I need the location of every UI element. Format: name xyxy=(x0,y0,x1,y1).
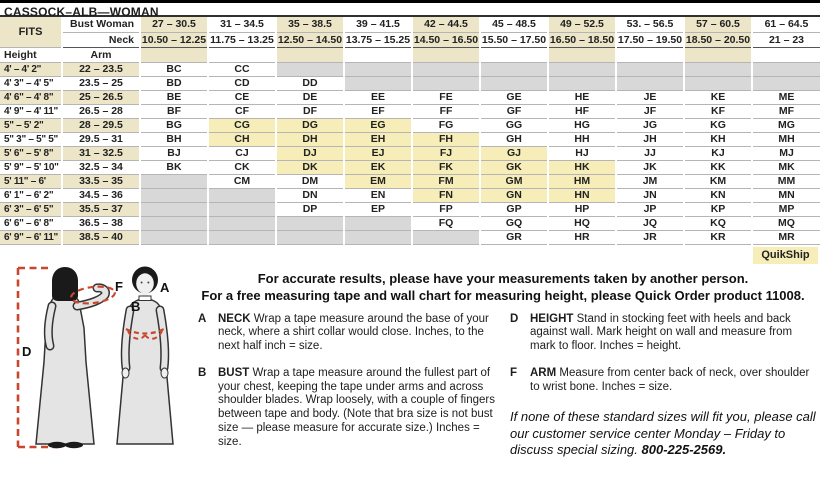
spacer-cell xyxy=(344,47,412,62)
table-row xyxy=(0,76,820,90)
size-code-cell: EK xyxy=(344,160,412,174)
neck-range-header: 17.50 – 19.50 xyxy=(617,33,683,46)
instruction-text: HEIGHT Stand in stocking feet with heels and back against wall. Mark height on wall and measure from mark to floor. Inches = height. xyxy=(530,312,793,353)
size-cell-unavailable xyxy=(140,202,208,216)
height-range-cell: 4' 6" – 4' 8" xyxy=(0,90,62,104)
bust-range-header: 39 – 41.5 xyxy=(344,17,412,32)
size-code-cell: JR xyxy=(616,230,684,244)
spacer-cell xyxy=(412,47,480,62)
figure-label-neck: A xyxy=(160,279,170,295)
bust-range-header: 31 – 34.5 xyxy=(208,17,276,32)
page-title: CASSOCK–ALB—WOMAN xyxy=(0,0,820,17)
neck-range-header: 21 – 23 xyxy=(752,32,820,47)
customer-service-phone: 800-225-2569. xyxy=(641,442,727,458)
size-cell-unavailable xyxy=(140,216,208,230)
size-code-cell: FK xyxy=(412,160,480,174)
size-cell-unavailable xyxy=(412,76,480,90)
size-code-cell: JM xyxy=(616,174,684,188)
size-table-body xyxy=(0,17,820,244)
size-cell-unavailable xyxy=(208,188,276,202)
fits-label: FITS xyxy=(0,17,62,47)
bust-range-header: 45 – 48.5 xyxy=(480,17,548,32)
size-code-cell: CC xyxy=(208,62,276,76)
size-code-cell: KE xyxy=(684,90,752,104)
size-code-cell: EE xyxy=(344,90,412,104)
instructions-column-left xyxy=(198,313,502,463)
instruction-item xyxy=(198,367,502,450)
size-code-cell: GP xyxy=(480,202,548,216)
special-sizing-note: If none of these standard sizes will fit you, please call our customer service center Monday – Friday to discuss special sizing. 800-225-2569. xyxy=(510,409,816,458)
size-code-cell: JQ xyxy=(616,216,684,230)
table-row xyxy=(0,174,820,188)
arm-column-header: Arm xyxy=(62,47,140,62)
arm-range-cell: 32.5 – 34 xyxy=(62,160,140,174)
size-code-cell: GR xyxy=(480,230,548,244)
size-code-cell: GE xyxy=(480,90,548,104)
height-range-cell: 6' 1" – 6' 2" xyxy=(0,188,62,202)
size-cell-unavailable xyxy=(208,230,276,244)
arm-range-cell: 28 – 29.5 xyxy=(62,118,140,132)
size-code-cell: JK xyxy=(616,160,684,174)
size-code-cell: BK xyxy=(140,160,208,174)
size-code-cell: KQ xyxy=(684,216,752,230)
size-code-cell: CK xyxy=(208,160,276,174)
spacer-cell xyxy=(616,47,684,62)
size-code-cell: DJ xyxy=(276,146,344,160)
size-code-cell: HR xyxy=(548,230,616,244)
figure-back-view xyxy=(36,267,116,448)
instructions-column-right xyxy=(510,313,818,459)
size-cell-unavailable xyxy=(344,230,412,244)
size-cell-unavailable xyxy=(276,216,344,230)
size-code-cell: FM xyxy=(412,174,480,188)
size-cell-unavailable xyxy=(480,62,548,76)
size-code-cell: CM xyxy=(208,174,276,188)
collar xyxy=(139,296,151,301)
size-code-cell: JJ xyxy=(616,146,684,160)
size-code-cell: DE xyxy=(276,90,344,104)
size-code-cell: GM xyxy=(480,174,548,188)
size-code-cell: MJ xyxy=(752,146,820,160)
size-code-cell: CE xyxy=(208,90,276,104)
height-range-cell: 5" 3" – 5" 5" xyxy=(0,132,62,146)
bust-range-header: 57 – 60.5 xyxy=(684,17,752,32)
size-cell-unavailable xyxy=(140,174,208,188)
size-code-cell: KF xyxy=(684,104,752,118)
size-code-cell: JF xyxy=(616,104,684,118)
size-code-cell: BG xyxy=(140,118,208,132)
size-code-cell: HG xyxy=(548,118,616,132)
size-code-cell: MQ xyxy=(752,216,820,230)
instruction-text: NECK Wrap a tape measure around the base of your neck, where a shirt collar would close. Inches, to the next half inch = size. xyxy=(218,312,489,353)
height-range-cell: 4' 3" – 4' 5" xyxy=(0,76,62,90)
measuring-instructions-section xyxy=(0,265,820,464)
neck-range-header: 12.50 – 14.50 xyxy=(277,33,343,46)
table-row xyxy=(0,230,820,244)
size-code-cell: MG xyxy=(752,118,820,132)
table-row xyxy=(0,202,820,216)
size-code-cell: BH xyxy=(140,132,208,146)
arm-range-cell: 29.5 – 31 xyxy=(62,132,140,146)
size-code-cell: HJ xyxy=(548,146,616,160)
table-row xyxy=(0,90,820,104)
height-range-cell: 6' 6" – 6' 8" xyxy=(0,216,62,230)
size-code-cell: MK xyxy=(752,160,820,174)
size-code-cell: MF xyxy=(752,104,820,118)
height-range-cell: 6' 3" – 6' 5" xyxy=(0,202,62,216)
size-code-cell: CG xyxy=(208,118,276,132)
size-code-cell: CH xyxy=(208,132,276,146)
arm-range-cell: 23.5 – 25 xyxy=(62,76,140,90)
figure-label-height: D xyxy=(22,343,32,359)
size-code-cell: KP xyxy=(684,202,752,216)
height-range-cell: 4' 9" – 4' 11" xyxy=(0,104,62,118)
size-code-cell: FE xyxy=(412,90,480,104)
instruction-letter: B xyxy=(198,366,207,379)
size-cell-unavailable xyxy=(140,188,208,202)
bust-range-header: 53. – 56.5 xyxy=(616,17,684,32)
size-code-cell: JP xyxy=(616,202,684,216)
size-code-cell: GH xyxy=(480,132,548,146)
instruction-letter: A xyxy=(198,312,207,325)
size-code-cell: KK xyxy=(684,160,752,174)
size-code-cell: JH xyxy=(616,132,684,146)
neck-header-row xyxy=(0,32,820,47)
quikship-row xyxy=(0,245,820,265)
size-cell-unavailable xyxy=(616,62,684,76)
bust-range-header: 27 – 30.5 xyxy=(140,17,208,32)
size-code-cell: CJ xyxy=(208,146,276,160)
table-row xyxy=(0,216,820,230)
figure-label-arm: F xyxy=(115,278,123,294)
neck-range-header: 13.75 – 15.25 xyxy=(345,33,411,46)
size-cell-unavailable xyxy=(344,62,412,76)
size-code-cell: DH xyxy=(276,132,344,146)
size-code-cell: DD xyxy=(276,76,344,90)
size-code-cell: DK xyxy=(276,160,344,174)
neck-range-header: 18.50 – 20.50 xyxy=(685,33,751,46)
arm-range-cell: 22 – 23.5 xyxy=(62,62,140,76)
size-code-cell: JG xyxy=(616,118,684,132)
table-row xyxy=(0,118,820,132)
instruction-term: BUST xyxy=(218,366,253,379)
table-row xyxy=(0,146,820,160)
bust-range-header: 42 – 44.5 xyxy=(412,17,480,32)
spacer-cell xyxy=(276,47,344,62)
arm-range-cell: 38.5 – 40 xyxy=(62,230,140,244)
size-cell-unavailable xyxy=(412,230,480,244)
size-code-cell: DF xyxy=(276,104,344,118)
size-code-cell: FN xyxy=(412,188,480,202)
neck-range-header: 10.50 – 12.25 xyxy=(141,33,207,46)
size-cell-unavailable xyxy=(140,230,208,244)
size-cell-unavailable xyxy=(344,216,412,230)
intro-line-2: For a free measuring tape and wall chart for measuring height, please Quick Order product 11008. xyxy=(201,287,805,303)
size-code-cell: EH xyxy=(344,132,412,146)
size-cell-unavailable xyxy=(276,230,344,244)
size-code-cell: HQ xyxy=(548,216,616,230)
instruction-term: ARM xyxy=(530,366,560,379)
size-code-cell: FJ xyxy=(412,146,480,160)
neck-range-header: 14.50 – 16.50 xyxy=(413,33,479,46)
size-code-cell: EM xyxy=(344,174,412,188)
table-row xyxy=(0,104,820,118)
height-range-cell: 5' 9" – 5' 10" xyxy=(0,160,62,174)
spacer-cell xyxy=(684,47,752,62)
size-code-cell: DG xyxy=(276,118,344,132)
arm-range-cell: 31 – 32.5 xyxy=(62,146,140,160)
neck-row-label: Neck xyxy=(62,32,140,47)
size-code-cell: HM xyxy=(548,174,616,188)
height-column-header: Height xyxy=(0,47,62,62)
instruction-text: BUST Wrap a tape measure around the fullest part of your chest, keeping the tape under arms and across shoulder blades. Wrap loosely, with a couple of fingers between tape and body. (Note that bra size is not bust size — please measure for accurate size.) Inches = size. xyxy=(218,366,496,448)
size-chart-table xyxy=(0,17,820,245)
bust-row-label: Bust Woman xyxy=(62,17,140,32)
size-cell-unavailable xyxy=(548,62,616,76)
instruction-term: NECK xyxy=(218,312,254,325)
size-cell-unavailable xyxy=(412,62,480,76)
height-arm-header-row xyxy=(0,47,820,62)
size-cell-unavailable xyxy=(208,216,276,230)
spacer-cell xyxy=(752,47,820,62)
size-code-cell: KN xyxy=(684,188,752,202)
arm-range-cell: 35.5 – 37 xyxy=(62,202,140,216)
measurement-figure-illustration xyxy=(2,266,198,464)
size-code-cell: HP xyxy=(548,202,616,216)
spacer-cell xyxy=(480,47,548,62)
instruction-item xyxy=(510,367,818,395)
size-code-cell: EP xyxy=(344,202,412,216)
instruction-text: ARM Measure from center back of neck, over shoulder to wrist bone. Inches = size. xyxy=(530,366,810,393)
arm-range-cell: 33.5 – 35 xyxy=(62,174,140,188)
size-code-cell: MN xyxy=(752,188,820,202)
size-code-cell: EJ xyxy=(344,146,412,160)
arm-range-cell: 26.5 – 28 xyxy=(62,104,140,118)
arm-range-cell: 36.5 – 38 xyxy=(62,216,140,230)
table-row xyxy=(0,160,820,174)
instruction-item xyxy=(198,313,502,354)
instruction-letter: F xyxy=(510,366,518,379)
height-range-cell: 5" – 5' 2" xyxy=(0,118,62,132)
spacer-cell xyxy=(548,47,616,62)
intro-text xyxy=(190,270,816,304)
size-code-cell: BE xyxy=(140,90,208,104)
size-cell-unavailable xyxy=(684,62,752,76)
size-code-cell: HN xyxy=(548,188,616,202)
size-code-cell: ME xyxy=(752,90,820,104)
size-code-cell: KH xyxy=(684,132,752,146)
size-code-cell: MP xyxy=(752,202,820,216)
size-cell-unavailable xyxy=(480,76,548,90)
size-code-cell: HF xyxy=(548,104,616,118)
size-code-cell: HE xyxy=(548,90,616,104)
neck-range-header: 16.50 – 18.50 xyxy=(549,33,615,46)
size-code-cell: FQ xyxy=(412,216,480,230)
arm-range-cell: 25 – 26.5 xyxy=(62,90,140,104)
size-code-cell: KM xyxy=(684,174,752,188)
intro-line-1: For accurate results, please have your measurements taken by another person. xyxy=(257,270,749,286)
size-code-cell: KG xyxy=(684,118,752,132)
hair-back xyxy=(52,267,78,301)
table-row xyxy=(0,132,820,146)
height-range-cell: 5' 6" – 5' 8" xyxy=(0,146,62,160)
height-range-cell: 4' – 4' 2" xyxy=(0,62,62,76)
size-cell-unavailable xyxy=(684,76,752,90)
bust-header-row xyxy=(0,17,820,32)
size-code-cell: GN xyxy=(480,188,548,202)
size-code-cell: CF xyxy=(208,104,276,118)
size-code-cell: GJ xyxy=(480,146,548,160)
size-code-cell: DN xyxy=(276,188,344,202)
size-code-cell: JN xyxy=(616,188,684,202)
neck-range-header: 11.75 – 13.25 xyxy=(208,32,276,47)
quikship-badge: QuikShip xyxy=(753,247,818,264)
size-code-cell: CD xyxy=(208,76,276,90)
size-cell-unavailable xyxy=(548,76,616,90)
size-code-cell: DM xyxy=(276,174,344,188)
size-code-cell: GQ xyxy=(480,216,548,230)
size-code-cell: EG xyxy=(344,118,412,132)
size-cell-unavailable xyxy=(752,62,820,76)
bust-range-header: 35 – 38.5 xyxy=(276,17,344,32)
height-range-cell: 6' 9" – 6' 11" xyxy=(0,230,62,244)
cassock-figures-drawing xyxy=(2,266,198,464)
size-code-cell: BD xyxy=(140,76,208,90)
size-cell-unavailable xyxy=(752,76,820,90)
size-cell-unavailable xyxy=(276,62,344,76)
table-row xyxy=(0,188,820,202)
bust-range-header: 61 – 64.5 xyxy=(752,17,820,32)
arm-range-cell: 34.5 – 36 xyxy=(62,188,140,202)
neck-range-header: 15.50 – 17.50 xyxy=(481,33,547,46)
size-code-cell: FG xyxy=(412,118,480,132)
size-code-cell: FP xyxy=(412,202,480,216)
size-cell-unavailable xyxy=(344,76,412,90)
size-code-cell: MR xyxy=(752,230,820,244)
bust-range-header: 49 – 52.5 xyxy=(548,17,616,32)
size-code-cell: BF xyxy=(140,104,208,118)
size-code-cell: MH xyxy=(752,132,820,146)
size-code-cell: KJ xyxy=(684,146,752,160)
size-code-cell: MM xyxy=(752,174,820,188)
spacer-cell xyxy=(140,47,208,62)
size-code-cell: HH xyxy=(548,132,616,146)
height-range-cell: 5' 11" – 6' xyxy=(0,174,62,188)
figure-label-bust: B xyxy=(131,298,141,314)
size-cell-unavailable xyxy=(208,202,276,216)
size-code-cell: EF xyxy=(344,104,412,118)
size-code-cell: FH xyxy=(412,132,480,146)
instruction-term: HEIGHT xyxy=(530,312,577,325)
size-code-cell: HK xyxy=(548,160,616,174)
size-code-cell: KR xyxy=(684,230,752,244)
size-code-cell: JE xyxy=(616,90,684,104)
table-row xyxy=(0,62,820,76)
size-code-cell: GK xyxy=(480,160,548,174)
size-code-cell: EN xyxy=(344,188,412,202)
size-code-cell: GF xyxy=(480,104,548,118)
size-code-cell: FF xyxy=(412,104,480,118)
size-cell-unavailable xyxy=(616,76,684,90)
instruction-letter: D xyxy=(510,312,519,325)
size-code-cell: DP xyxy=(276,202,344,216)
spacer-cell xyxy=(208,47,276,62)
size-code-cell: BC xyxy=(140,62,208,76)
instruction-item xyxy=(510,313,818,354)
size-code-cell: BJ xyxy=(140,146,208,160)
size-code-cell: GG xyxy=(480,118,548,132)
